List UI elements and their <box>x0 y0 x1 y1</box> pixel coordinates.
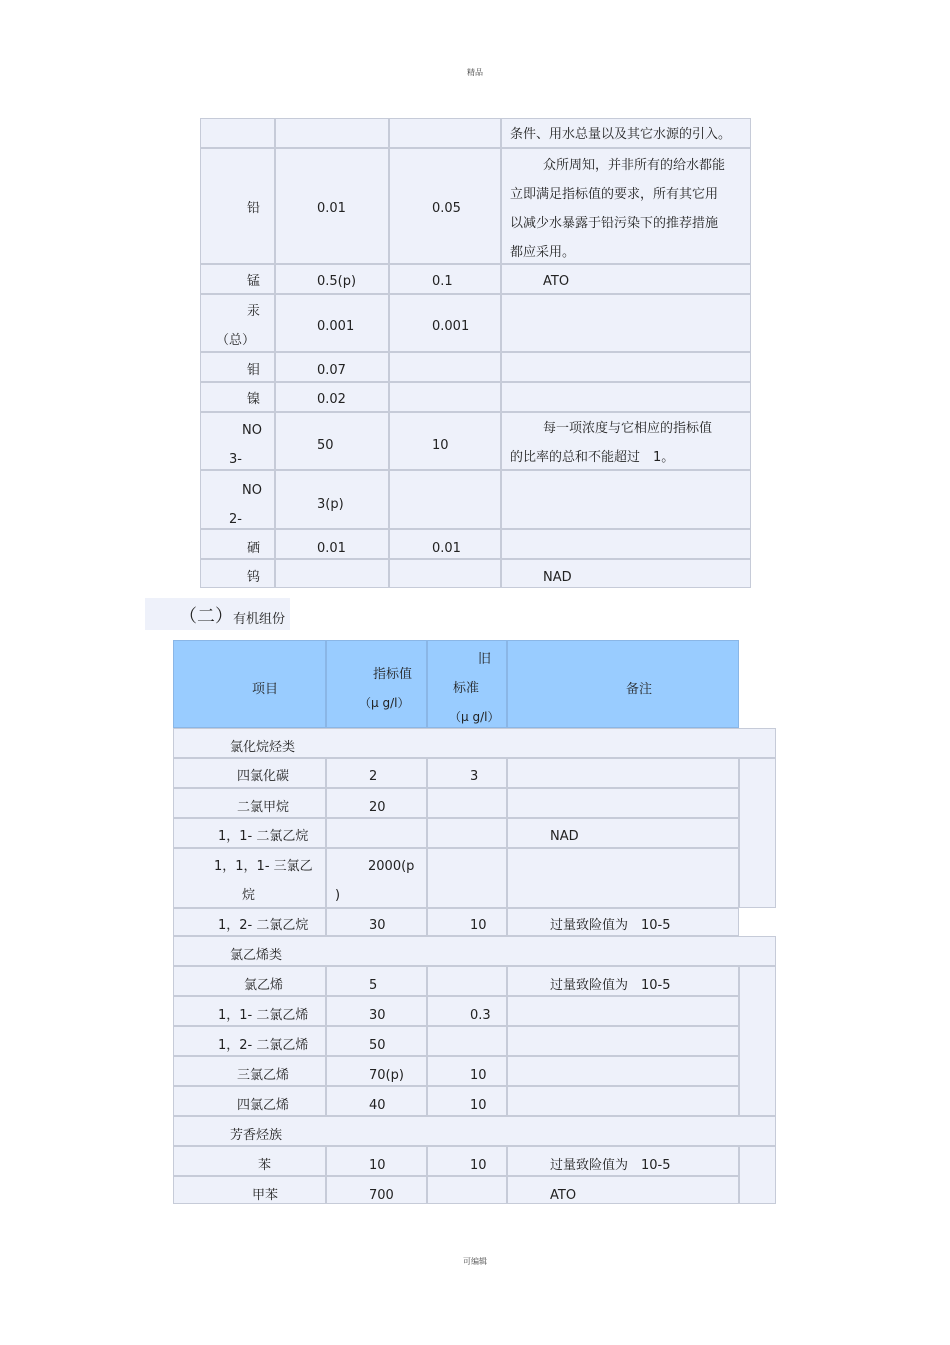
table-cell: 10 <box>326 1146 427 1176</box>
page-header: 精品 <box>467 68 483 77</box>
table-cell <box>739 1146 776 1204</box>
table-cell <box>389 559 501 588</box>
column-header-remark: 备注 <box>507 640 739 728</box>
table-cell <box>501 352 751 382</box>
table-cell <box>507 758 739 788</box>
table-row <box>200 148 275 264</box>
table-cell <box>275 148 389 264</box>
table-row <box>200 382 275 412</box>
table-cell <box>200 118 275 148</box>
table-cell <box>507 1086 739 1116</box>
value-cell: 50 <box>317 438 334 453</box>
table-cell: NAD <box>507 818 739 848</box>
table-cell <box>501 148 751 264</box>
old-value-cell: 0.1 <box>432 274 453 289</box>
item-name: 钨 <box>247 570 261 585</box>
column-header-old: 旧 标准 （μ g/l） <box>427 640 507 728</box>
table-cell <box>507 788 739 818</box>
table-cell <box>501 264 751 294</box>
value-cell: 0.07 <box>317 363 346 378</box>
table-row <box>200 264 275 294</box>
table-cell <box>427 1176 507 1204</box>
item-name: 2- <box>229 512 242 527</box>
remark-text: 每一项浓度与它相应的指标值 的比率的总和不能超过 1。 <box>510 421 713 465</box>
table-row <box>200 559 275 588</box>
value-cell: 0.01 <box>317 541 346 556</box>
table-cell <box>275 352 389 382</box>
group-header-row: 氯化烷烃类 <box>173 728 776 758</box>
table-cell <box>501 412 751 470</box>
remark-text: NAD <box>543 570 572 585</box>
value-cell: 3(p) <box>317 497 344 512</box>
table-cell <box>275 382 389 412</box>
table-cell <box>501 559 751 588</box>
table-row: 二氯甲烷 <box>173 788 326 818</box>
table-cell <box>389 529 501 559</box>
remark-text: 众所周知，并非所有的给水都能 立即满足指标值的要求，所有其它用 以减少水暴露于铅污染下的推荐措施 都应采用。 <box>510 158 726 260</box>
table-cell: 10 <box>427 1056 507 1086</box>
table-row: 四氯乙烯 <box>173 1086 326 1116</box>
table-cell: 5 <box>326 966 427 996</box>
table-cell <box>507 848 739 908</box>
item-name: 铅 <box>247 201 261 216</box>
column-header-item: 项目 <box>173 640 326 728</box>
item-name: 3- <box>229 452 242 467</box>
table-row <box>200 294 275 352</box>
value-cell: 0.01 <box>317 201 346 216</box>
table-cell <box>389 118 501 148</box>
table-row: 三氯乙烯 <box>173 1056 326 1086</box>
table-cell <box>326 818 427 848</box>
table-cell: ATO <box>507 1176 739 1204</box>
item-name: （总） <box>216 333 256 348</box>
table-cell <box>427 818 507 848</box>
table-cell <box>389 294 501 352</box>
table-row: 1，2- 二氯乙烷 <box>173 908 326 936</box>
item-name: 锰 <box>247 274 261 289</box>
table-cell: 700 <box>326 1176 427 1204</box>
table-cell <box>275 264 389 294</box>
table-cell <box>389 382 501 412</box>
item-name: 汞 <box>247 304 261 319</box>
table-cell <box>275 559 389 588</box>
value-cell: 0.001 <box>317 319 355 334</box>
table-cell: 过量致险值为 10-5 <box>507 966 739 996</box>
table-cell: 30 <box>326 908 427 936</box>
group-header-row: 芳香烃族 <box>173 1116 776 1146</box>
item-name: NO <box>242 423 262 438</box>
table-cell: 10 <box>427 1086 507 1116</box>
remark-text: 条件、用水总量以及其它水源的引入。 <box>510 127 732 142</box>
table-row: 四氯化碳 <box>173 758 326 788</box>
table-cell <box>275 412 389 470</box>
table-cell <box>389 470 501 529</box>
old-value-cell: 0.01 <box>432 541 461 556</box>
table-cell: 3 <box>427 758 507 788</box>
table-cell <box>501 529 751 559</box>
table-cell <box>739 758 776 908</box>
table-cell: 30 <box>326 996 427 1026</box>
table-cell <box>739 966 776 1116</box>
table-cell: 10 <box>427 1146 507 1176</box>
item-name: 硒 <box>247 541 261 556</box>
table-cell <box>507 1056 739 1086</box>
table-cell <box>507 1026 739 1056</box>
column-header-value: 指标值 （μ g/l） <box>326 640 427 728</box>
table-row: 苯 <box>173 1146 326 1176</box>
table-cell: 0.3 <box>427 996 507 1026</box>
item-name: NO <box>242 483 262 498</box>
table-row: 1，1- 二氯乙烯 <box>173 996 326 1026</box>
table-row <box>200 470 275 529</box>
table-cell <box>275 294 389 352</box>
table-cell <box>275 470 389 529</box>
table-cell <box>427 966 507 996</box>
group-header-row: 氯乙烯类 <box>173 936 776 966</box>
table-cell: 50 <box>326 1026 427 1056</box>
table-cell <box>389 352 501 382</box>
table-row <box>200 352 275 382</box>
table-cell: 20 <box>326 788 427 818</box>
table-cell <box>501 470 751 529</box>
old-value-cell: 0.05 <box>432 201 461 216</box>
table-cell: 40 <box>326 1086 427 1116</box>
table-cell: 2000(p ) <box>326 848 427 908</box>
table-cell: 2 <box>326 758 427 788</box>
table-cell <box>275 118 389 148</box>
table-cell <box>501 118 751 148</box>
table-cell <box>427 788 507 818</box>
table-cell <box>501 294 751 352</box>
table-cell: 过量致险值为 10-5 <box>507 1146 739 1176</box>
section-heading <box>145 598 290 630</box>
table-cell <box>501 382 751 412</box>
page-footer: 可编辑 <box>463 1257 487 1266</box>
table-row: 1，2- 二氯乙烯 <box>173 1026 326 1056</box>
table-row <box>200 529 275 559</box>
old-value-cell: 10 <box>432 438 449 453</box>
table-cell <box>389 148 501 264</box>
section-title: 有机组份 <box>233 612 286 627</box>
table-cell <box>389 412 501 470</box>
table-cell <box>507 996 739 1026</box>
item-name: 钼 <box>247 363 261 378</box>
table-cell <box>275 529 389 559</box>
table-cell: 过量致险值为 10-5 <box>507 908 739 936</box>
table-row: 1，1- 二氯乙烷 <box>173 818 326 848</box>
item-name: 镍 <box>247 392 261 407</box>
value-cell: 0.5(p) <box>317 274 357 289</box>
table-cell: 10 <box>427 908 507 936</box>
table-cell <box>427 1026 507 1056</box>
table-row: 甲苯 <box>173 1176 326 1204</box>
table-cell <box>389 264 501 294</box>
old-value-cell: 0.001 <box>432 319 470 334</box>
table-cell: 70(p) <box>326 1056 427 1086</box>
remark-text: ATO <box>543 274 570 289</box>
table-row: 1，1，1- 三氯乙 烷 <box>173 848 326 908</box>
value-cell: 0.02 <box>317 392 346 407</box>
table-row <box>200 412 275 470</box>
table-cell <box>427 848 507 908</box>
table-row: 氯乙烯 <box>173 966 326 996</box>
section-number: （二） <box>179 606 233 627</box>
